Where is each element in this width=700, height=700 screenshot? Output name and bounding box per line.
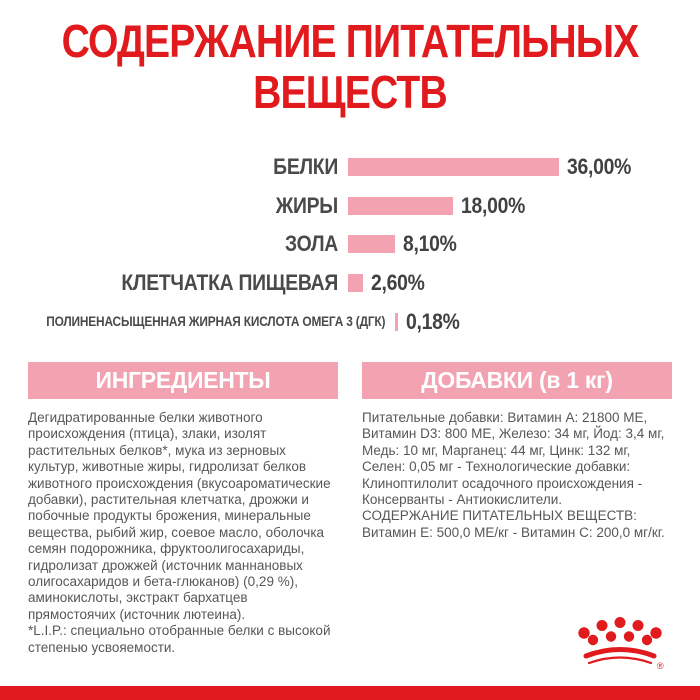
page-title-line1: СОДЕРЖАНИЕ ПИТАТЕЛЬНЫХ <box>61 15 639 67</box>
bar <box>348 158 559 176</box>
category-label: ЖИРЫ <box>275 192 338 218</box>
value-label: 8,10% <box>403 231 458 257</box>
info-columns <box>28 362 672 656</box>
crown-icon <box>576 616 680 674</box>
value-label: 36,00% <box>566 154 632 180</box>
bar <box>395 313 398 331</box>
additives-header: ДОБАВКИ (в 1 кг) <box>362 362 672 399</box>
value-label: 18,00% <box>461 192 526 218</box>
page-title <box>53 16 648 118</box>
category-label: КЛЕТЧАТКА ПИЩЕВАЯ <box>121 270 338 296</box>
chart-row <box>0 264 700 303</box>
nutrient-bar-chart <box>0 148 700 341</box>
chart-row <box>0 148 700 187</box>
category-label: БЕЛКИ <box>273 154 338 180</box>
chart-row <box>0 187 700 226</box>
royal-canin-crown-logo <box>576 616 680 674</box>
registered-trademark-symbol: ® <box>657 661 664 671</box>
ingredients-text: Дегидратированные белки животного происхождения (птица), злаки, изолят растительных белков*, мука из зерновых культур, животные жиры, гидролизат белков животного происхождения (вкусоароматические добавки), растительная клетчатка, дрожжи и побочные продукты брожения, минеральные вещества, рыбий жир, соевое масло, оболочка семян подорожника, фруктоолигосахариды, гидролизат дрожжей (источник маннановых олигосахаридов и бета-глюканов) (0,29 %), аминокислоты, экстракт бархатцев прямостоячих (источник лютеина). <box>28 410 331 622</box>
ingredients-header: ИНГРЕДИЕНТЫ <box>28 362 338 399</box>
category-label: ЗОЛА <box>285 231 338 257</box>
page-title-line2: ВЕЩЕСТВ <box>253 66 447 118</box>
bar <box>348 235 395 253</box>
ingredients-section <box>28 362 338 656</box>
footer-red-bar <box>0 686 700 700</box>
additives-section <box>362 362 672 656</box>
chart-row <box>0 302 700 341</box>
value-label: 2,60% <box>371 270 425 296</box>
bar <box>348 197 453 215</box>
category-label: ПОЛИНЕНАСЫЩЕННАЯ ЖИРНАЯ КИСЛОТА ОМЕГА 3 (ДГК) <box>46 314 386 330</box>
ingredients-footnote: *L.I.P.: специально отобранные белки с высокой степенью усвояемости. <box>28 623 331 655</box>
additives-nutrition-text: СОДЕРЖАНИЕ ПИТАТЕЛЬНЫХ ВЕЩЕСТВ: Витамин E: 500,0 МЕ/кг - Витамин C: 200,0 мг/кг. <box>362 508 665 540</box>
additives-text: Питательные добавки: Витамин A: 21800 ME, Витамин D3: 800 ME, Железо: 34 мг, Йод: 3,4 мг, Медь: 10 мг, Марганец: 44 мг, Цинк: 132 мг, Селен: 0,05 мг - Технологические добавки: Клиноптилолит осадочного происхождения - Консерванты - Антиокислители. <box>362 410 665 508</box>
chart-row <box>0 225 700 264</box>
value-label: 0,18% <box>405 308 460 334</box>
bar <box>348 274 363 292</box>
